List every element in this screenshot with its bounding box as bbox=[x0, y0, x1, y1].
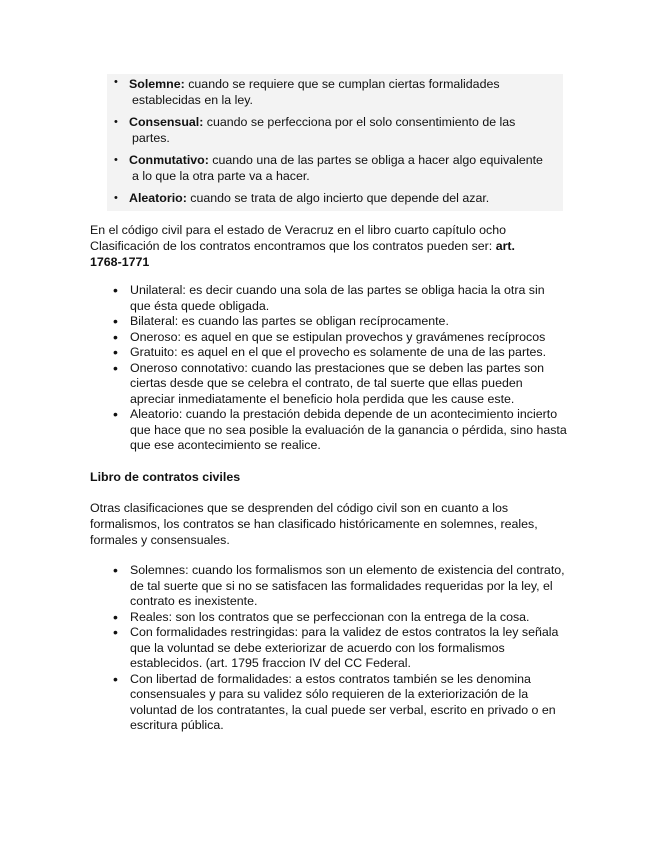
bullet: • bbox=[113, 406, 118, 422]
list-item bbox=[107, 114, 563, 146]
list-item bbox=[107, 74, 563, 108]
article-range: 1768-1771 bbox=[90, 255, 150, 269]
list-item: • Solemnes: cuando los formalismos son un elemento de existencia del contrato, de tal suerte que si no se satisfacen las formalidades requeridas por la ley, el contrato es inexistente. bbox=[113, 562, 565, 608]
intro-paragraph bbox=[90, 222, 565, 270]
bullet: • bbox=[114, 154, 118, 166]
definition: cuando se perfecciona por el solo consentimiento de las bbox=[203, 115, 516, 129]
definition: cuando se trata de algo incierto que depende del azar. bbox=[186, 191, 490, 205]
list-item: • Gratuito: es aquel en el que el provecho es solamente de una de las partes. bbox=[113, 344, 547, 360]
bullet: • bbox=[113, 359, 118, 376]
list-item: • Unilateral: es decir cuando una sola de las partes se obliga hacia la otra sin que ésta quede obligada. bbox=[113, 282, 545, 313]
formalisms-paragraph: Otras clasificaciones que se desprenden del código civil son en cuanto a los formalismos, los contratos se han clasificado históricamente en solemnes, reales, formales y consensuales. bbox=[90, 501, 538, 547]
bullet: • bbox=[113, 282, 118, 298]
contract-types-list bbox=[113, 283, 568, 454]
bullet: • bbox=[114, 116, 118, 128]
bullet: • bbox=[113, 624, 118, 640]
list-item: • Con libertad de formalidades: a estos contratos también se les denomina consensuales y para su validez sólo requieren de la exteriorización de la voluntad de los contratantes, la cual puede ser verbal, escrito en privado o en escritura pública. bbox=[113, 670, 556, 732]
article-label: art. bbox=[495, 239, 515, 253]
list-item bbox=[107, 152, 563, 184]
intro-line-2: Clasificación de los contratos encontramos que los contratos pueden ser: bbox=[90, 239, 496, 253]
bullet: • bbox=[114, 192, 118, 204]
list-item: • Oneroso: es aquel en que se estipulan provechos y gravámenes recíprocos bbox=[113, 328, 546, 345]
definition: cuando una de las partes se obliga a hacer algo equivalente bbox=[208, 153, 543, 167]
definition-continued: partes. bbox=[132, 131, 170, 145]
list-item: • Aleatorio: cuando la prestación debida depende de un acontecimiento incierto que hace que no sea posible la evaluación de la ganancia o pérdida, sino hasta que ese acontecimiento se realice. bbox=[113, 406, 567, 452]
bullet: • bbox=[113, 670, 118, 687]
section-heading: Libro de contratos civiles bbox=[90, 470, 241, 484]
definition-continued: establecidas en la ley. bbox=[132, 93, 253, 107]
bullet: • bbox=[113, 344, 118, 360]
intro-line-1: En el código civil para el estado de Veracruz en el libro cuarto capítulo ocho bbox=[90, 223, 507, 237]
top-definition-list bbox=[107, 74, 563, 206]
bullet: • bbox=[113, 608, 118, 625]
list-item: • Reales: son los contratos que se perfeccionan con la entrega de la cosa. bbox=[113, 608, 530, 625]
list-item: • Oneroso connotativo: cuando las prestaciones que se deben las partes son ciertas desde que se celebra el contrato, de tal suerte que ellas pueden apreciar inmediatamente el beneficio hola perdida que les cause este. bbox=[113, 359, 544, 406]
term: Aleatorio: bbox=[129, 191, 187, 205]
bullet: • bbox=[113, 328, 118, 345]
formalisms-list bbox=[113, 563, 568, 734]
term: Conmutativo: bbox=[129, 153, 209, 167]
term: Solemne: bbox=[129, 77, 185, 91]
list-item: • Bilateral: es cuando las partes se obligan recíprocamente. bbox=[113, 313, 449, 329]
bullet: • bbox=[113, 562, 118, 578]
definition-continued: a lo que la otra parte va a hacer. bbox=[132, 169, 310, 183]
bullet: • bbox=[113, 313, 118, 329]
list-item: • Con formalidades restringidas: para la validez de estos contratos la ley señala que la voluntad se debe exteriorizar de acuerdo con los formalismos establecidos. (art. 1795 fraccion IV del CC Federal. bbox=[113, 624, 559, 670]
shaded-definition-box bbox=[107, 74, 563, 211]
term: Consensual: bbox=[129, 115, 204, 129]
list-item bbox=[107, 190, 563, 206]
bullet: • bbox=[114, 76, 118, 88]
definition: cuando se requiere que se cumplan ciertas formalidades bbox=[184, 77, 500, 91]
